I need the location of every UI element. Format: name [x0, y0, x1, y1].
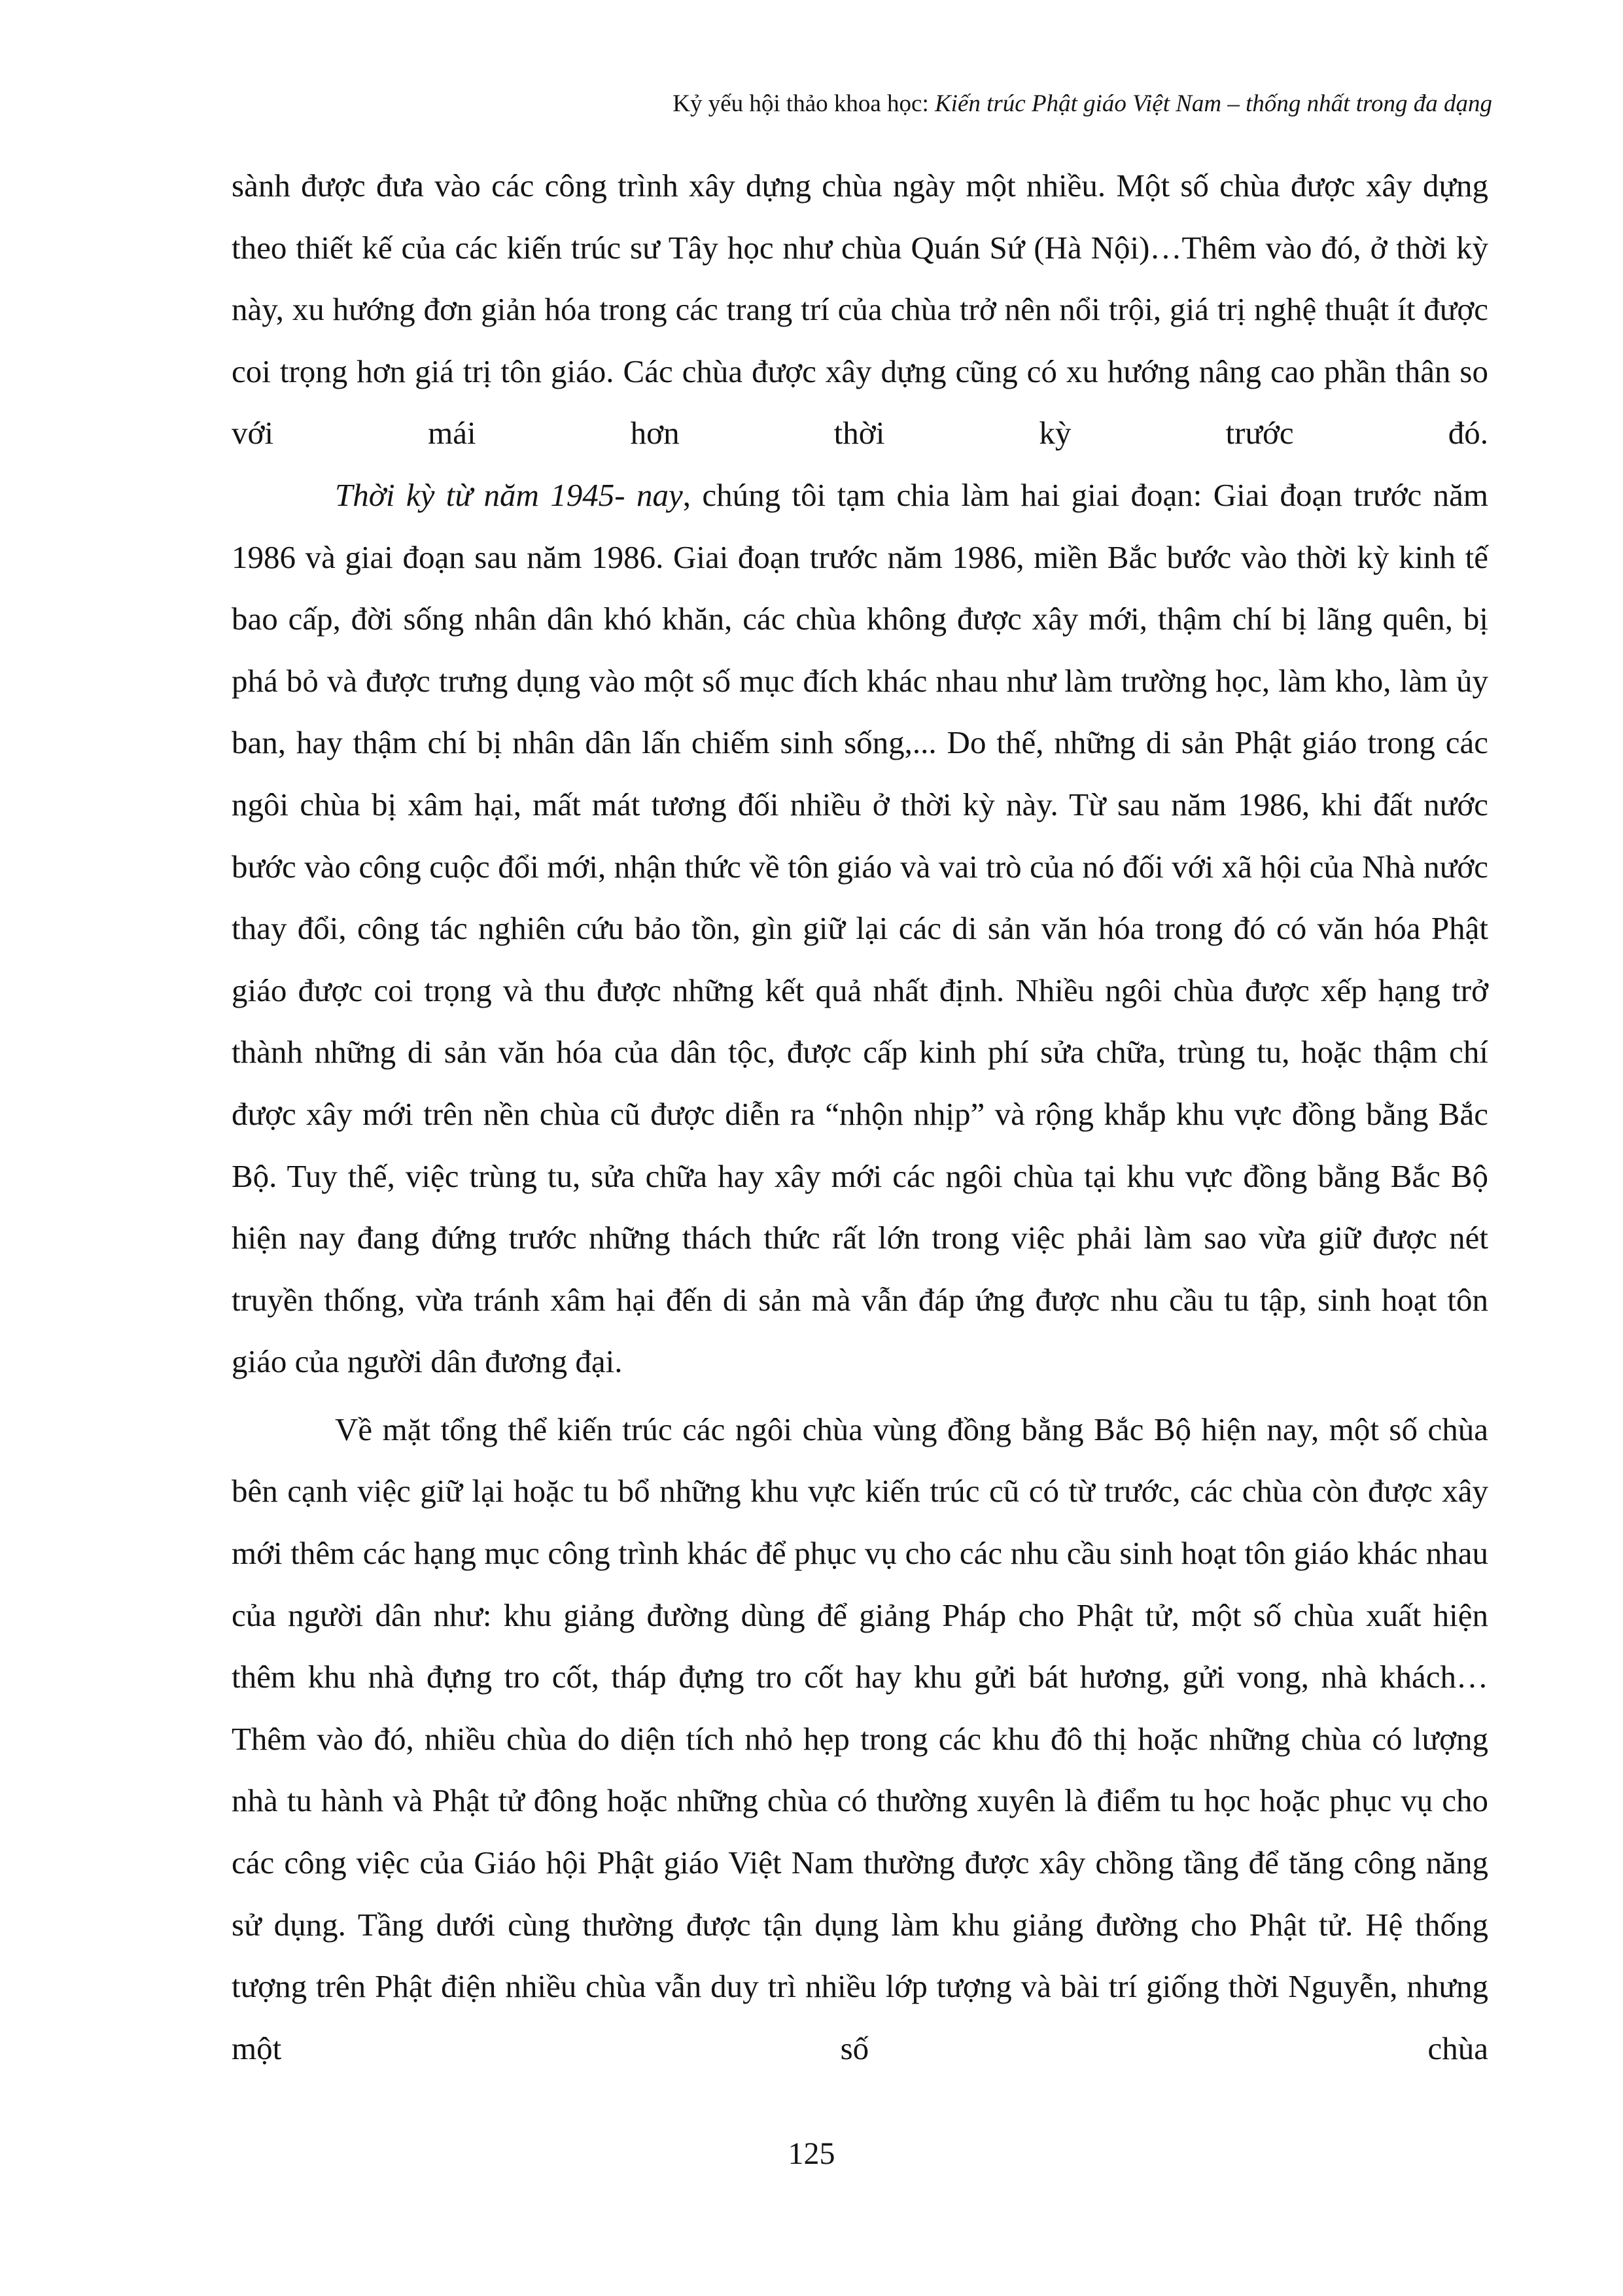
body-text	[232, 155, 1488, 2079]
running-header	[672, 92, 1492, 116]
header-prefix: Kỷ yếu hội thảo khoa học:	[672, 90, 935, 117]
paragraph-1: sành được đưa vào các công trình xây dựng chùa ngày một nhiều. Một số chùa được xây dựng theo thiết kế của các kiến trúc sư Tây học như chùa Quán Sứ (Hà Nội)…Thêm vào đó, ở thời kỳ này, xu hướng đơn giản hóa trong các trang trí của chùa trở nên nổi trội, giá trị nghệ thuật ít được coi trọng hơn giá trị tôn giáo. Các chùa được xây dựng cũng có xu hướng nâng cao phần thân so với mái hơn thời kỳ trước đó.	[232, 168, 1488, 451]
header-title: Kiến trúc Phật giáo Việt Nam – thống nhất trong đa dạng	[935, 90, 1492, 117]
page-number: 125	[788, 2136, 835, 2171]
paragraph-2-text: , chúng tôi tạm chia làm hai giai đoạn: Giai đoạn trước năm 1986 và giai đoạn sau năm 1986. Giai đoạn trước năm 1986, miền Bắc bước vào thời kỳ kinh tế bao cấp, đời sống nhân dân khó khăn, các chùa không được xây mới, thậm chí bị lãng quên, bị phá bỏ và được trưng dụng vào một số mục đích khác nhau như làm trường học, làm kho, làm ủy ban, hay thậm chí bị nhân dân lấn chiếm sinh sống,... Do thế, những di sản Phật giáo trong các ngôi chùa bị xâm hại, mất mát tương đối nhiều ở thời kỳ này. Từ sau năm 1986, khi đất nước bước vào công cuộc đổi mới, nhận thức về tôn giáo và vai trò của nó đối với xã hội của Nhà nước thay đổi, công tác nghiên cứu bảo tồn, gìn giữ lại các di sản văn hóa trong đó có văn hóa Phật giáo được coi trọng và thu được những kết quả nhất định. Nhiều ngôi chùa được xếp hạng trở thành những di sản văn hóa của dân tộc, được cấp kinh phí sửa chữa, trùng tu, hoặc thậm chí được xây mới trên nền chùa cũ được diễn ra “nhộn nhịp” và rộng khắp khu vực đồng bằng Bắc Bộ. Tuy thế, việc trùng tu, sửa chữa hay xây mới các ngôi chùa tại khu vực đồng bằng Bắc Bộ hiện nay đang đứng trước những thách thức rất lớn trong việc phải làm sao vừa giữ được nét truyền thống, vừa tránh xâm hại đến di sản mà vẫn đáp ứng được nhu cầu tu tập, sinh hoạt tôn giáo của người dân đương đại.	[232, 476, 1488, 1380]
paragraph-3: Về mặt tổng thể kiến trúc các ngôi chùa vùng đồng bằng Bắc Bộ hiện nay, một số chùa bên cạnh việc giữ lại hoặc tu bổ những khu vực kiến trúc cũ có từ trước, các chùa còn được xây mới thêm các hạng mục công trình khác để phục vụ cho các nhu cầu sinh hoạt tôn giáo khác nhau của người dân như: khu giảng đường dùng để giảng Pháp cho Phật tử, một số chùa xuất hiện thêm khu nhà đựng tro cốt, tháp đựng tro cốt hay khu gửi bát hương, gửi vong, nhà khách… Thêm vào đó, nhiều chùa do diện tích nhỏ hẹp trong các khu đô thị hoặc những chùa có lượng nhà tu hành và Phật tử đông hoặc những chùa có thường xuyên là điểm tu học hoặc phục vụ cho các công việc của Giáo hội Phật giáo Việt Nam thường được xây chồng tầng để tăng công năng sử dụng. Tầng dưới cùng thường được tận dụng làm khu giảng đường cho Phật tử. Hệ thống tượng trên Phật điện nhiều chùa vẫn duy trì nhiều lớp tượng và bài trí giống thời Nguyễn, nhưng một số chùa	[232, 1411, 1488, 2066]
paragraph-2-italic-lead: Thời kỳ từ năm 1945- nay	[335, 476, 683, 513]
paragraph-2	[232, 465, 1488, 1393]
